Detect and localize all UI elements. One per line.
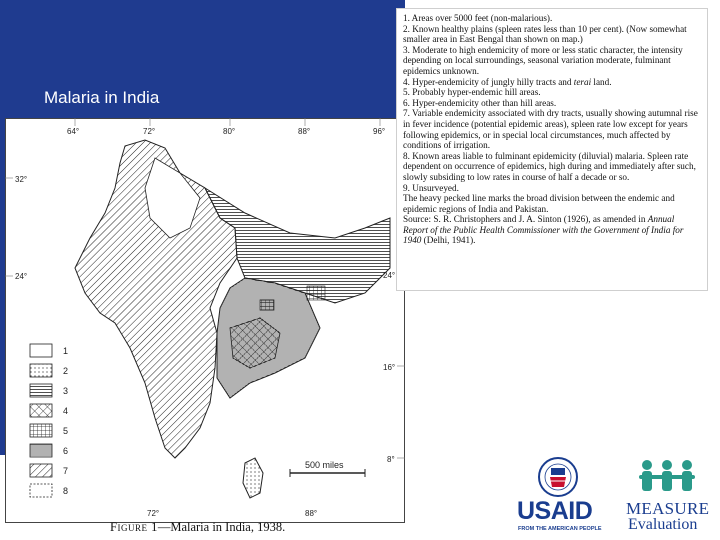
legend-item-4-end: land.	[591, 76, 612, 87]
legend-number-1: 1	[63, 346, 69, 356]
slide-title: Malaria in India	[44, 88, 160, 107]
legend-item-3: 3. Moderate to high endemicity of more or less static character, the intensity depending on local surroundings, seasonal variation moderate, fulminant epidemics unknown.	[403, 44, 683, 76]
lat-label-8-right: 8°	[387, 455, 395, 464]
lon-label-88: 88°	[298, 127, 311, 136]
legend-description	[396, 8, 708, 291]
legend-item-7: 7. Variable endemicity associated with dry tracts, usually showing autumnal rise in fever incidence (potential epidemic areas), spleen rate low except for years following epidemics, or in special local circumstances, much affected by conditions of irrigation.	[403, 108, 698, 151]
figure-caption	[110, 520, 285, 535]
legend-item-8: 8. Known areas liable to fulminant epidemicity (diluvial) malaria. Spleen rate dependent on occurrence of epidemics, high during and immediately after such, slowly subsiding to low rates in course of half a decade or so.	[403, 150, 696, 182]
lat-label-24-right: 24°	[383, 271, 396, 280]
lat-label-24-left: 24°	[15, 272, 28, 281]
lon-label-88-bottom: 88°	[305, 509, 318, 518]
legend-number-3: 3	[63, 386, 69, 396]
legend-box-6	[30, 444, 52, 457]
lat-label-32-left: 32°	[15, 175, 28, 184]
legend-item-2: 2. Known healthy plains (spleen rates less than 10 per cent). (Now somewhat smaller area in East Bengal than shown on map.)	[403, 23, 687, 45]
legend-item-9: 9. Unsurveyed.	[403, 182, 459, 193]
lon-label-64: 64°	[67, 127, 80, 136]
lon-label-72: 72°	[143, 127, 156, 136]
lon-label-80: 80°	[223, 127, 236, 136]
region-grid-2	[260, 300, 274, 310]
source-end: (Delhi, 1941).	[421, 235, 476, 246]
legend-number-4: 4	[63, 406, 69, 416]
usaid-seal-icon	[530, 457, 600, 499]
legend-box-1	[30, 344, 52, 357]
legend-source	[403, 214, 701, 246]
legend-item-5: 5. Probably hyper-endemic hill areas.	[403, 87, 541, 98]
usaid-logo-text: USAID	[517, 497, 593, 525]
legend-box-2	[30, 364, 52, 377]
measure-logo-text: MEASURE	[626, 499, 710, 518]
legend-item-1: 1. Areas over 5000 feet (non-malarious).	[403, 13, 553, 23]
scale-label: 500 miles	[305, 460, 344, 470]
region-grid-1	[307, 286, 325, 300]
measure-people-icon	[635, 457, 705, 499]
legend-box-4	[30, 404, 52, 417]
evaluation-logo-text: Evaluation	[628, 516, 698, 533]
lat-label-16: 16°	[383, 363, 396, 372]
malaria-map-figure	[5, 118, 405, 523]
source-italic: Annual Report of the Public Health Commissioner with the Government of India for 1940	[403, 214, 684, 246]
caption-figure-number: Figure 1	[110, 520, 158, 534]
malaria-map	[5, 118, 405, 523]
legend-item-4-italic: terai	[573, 76, 592, 87]
legend-item-4-text: 4. Hyper-endemicity of jungly hilly tracts and	[403, 76, 574, 87]
usaid-tagline: FROM THE AMERICAN PEOPLE	[518, 526, 602, 532]
legend-number-2: 2	[63, 366, 69, 376]
source-prefix: Source: S. R. Christophers and J. A. Sinton (1926), as amended in	[403, 214, 648, 225]
legend-number-7: 7	[63, 466, 69, 476]
legend-item-4	[403, 77, 701, 88]
legend-box-5	[30, 424, 52, 437]
logo-area	[510, 455, 720, 540]
lon-label-96: 96°	[373, 127, 386, 136]
lon-label-72-bottom: 72°	[147, 509, 160, 518]
legend-item-6: 6. Hyper-endemicity other than hill areas.	[403, 97, 557, 108]
legend-number-6: 6	[63, 446, 69, 456]
caption-text: —Malaria in India, 1938.	[157, 520, 286, 534]
legend-box-8	[30, 484, 52, 497]
legend-number-5: 5	[63, 426, 69, 436]
legend-box-3	[30, 384, 52, 397]
legend-box-7	[30, 464, 52, 477]
legend-number-8: 8	[63, 486, 69, 496]
legend-note: The heavy pecked line marks the broad division between the endemic and epidemic regions of India and Pakistan.	[403, 193, 675, 214]
